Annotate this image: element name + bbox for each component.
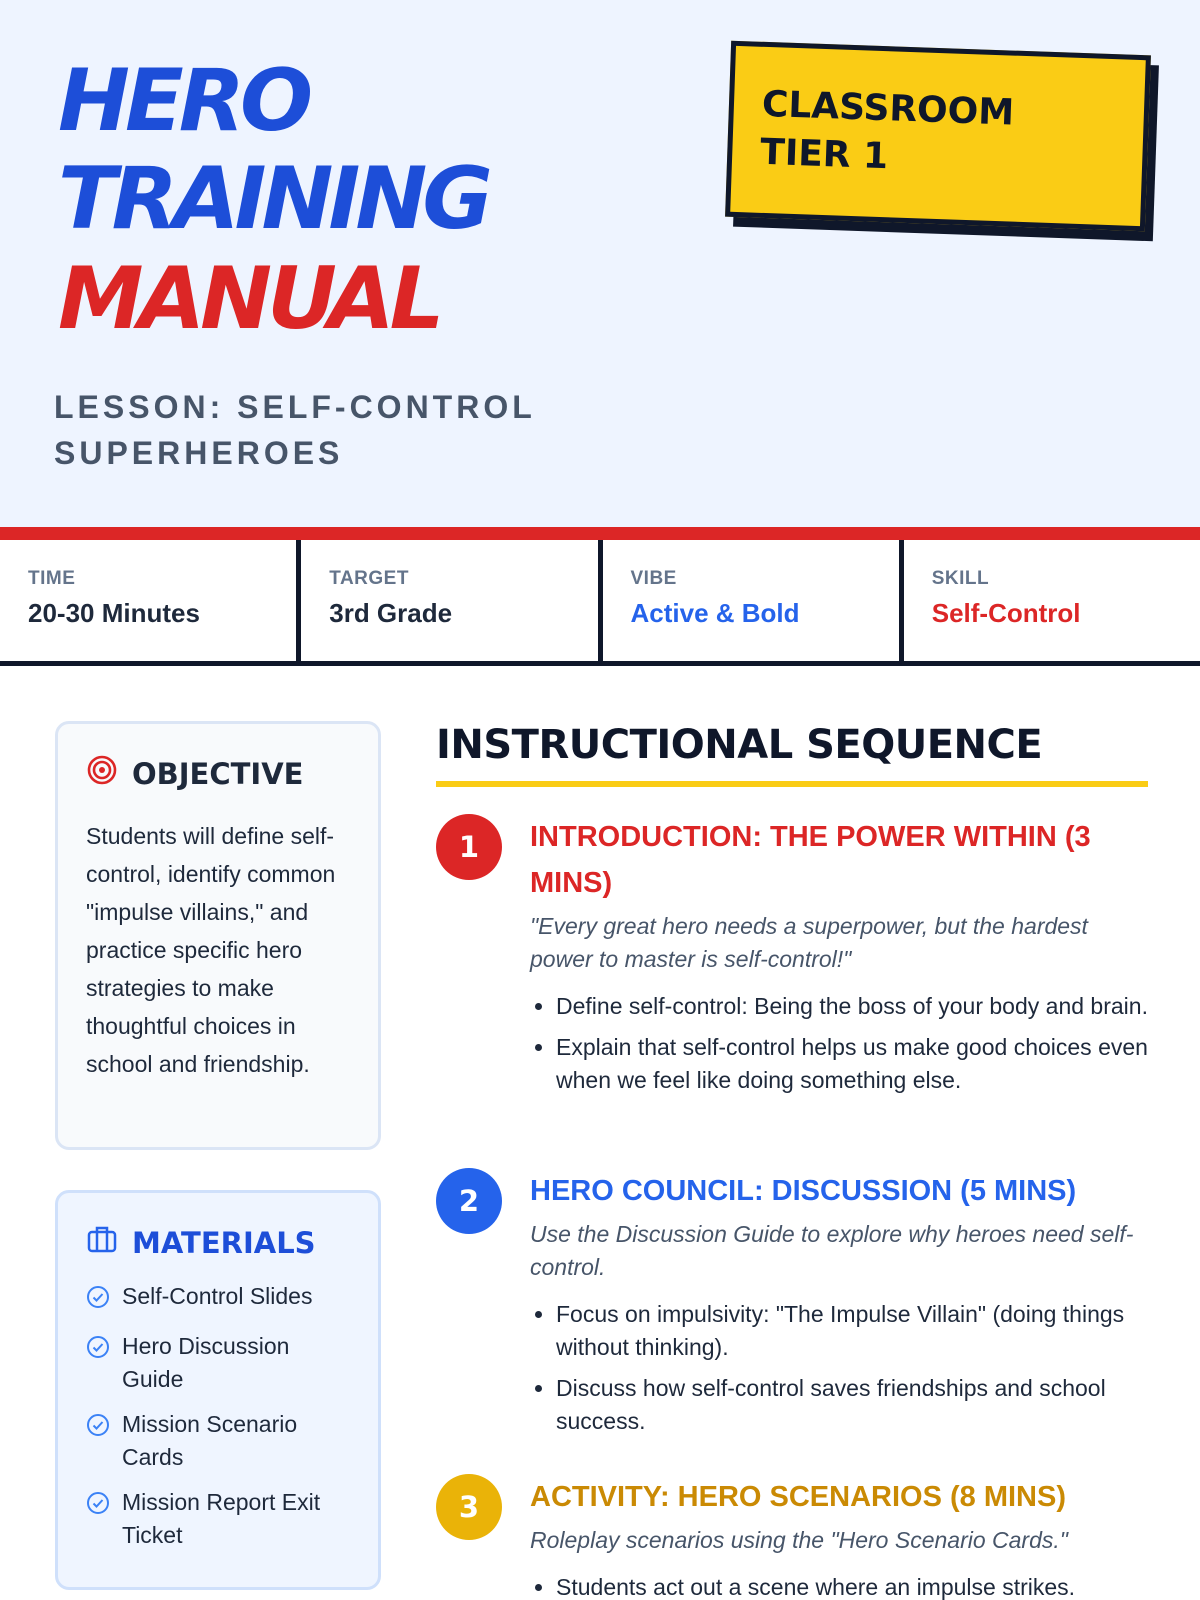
material-item <box>86 1486 356 1552</box>
step-number-badge: 2 <box>436 1168 502 1234</box>
step-bullet: • Discuss how self-control saves friendships and school success. <box>556 1372 1148 1438</box>
stat-label: TIME <box>28 568 76 589</box>
step-quote: Use the Discussion Guide to explore why heroes need self-control. <box>530 1221 1134 1280</box>
material-item <box>86 1280 356 1318</box>
objective-header <box>86 754 378 793</box>
badge-line-2: TIER 1 <box>759 131 889 178</box>
material-label: Self-Control Slides <box>122 1283 313 1309</box>
title-line-3: MANUAL <box>58 249 440 349</box>
stat-value: 20-30 Minutes <box>28 598 200 628</box>
step-quote: Roleplay scenarios using the "Hero Scenario Cards." <box>530 1527 1068 1553</box>
stat-value: Active & Bold <box>630 598 800 628</box>
material-label: Hero Discussion Guide <box>122 1333 290 1392</box>
step-body <box>530 1474 1148 1600</box>
divider-bar <box>0 527 1200 540</box>
materials-header <box>86 1223 378 1262</box>
step-number-badge: 3 <box>436 1474 502 1540</box>
materials-card <box>55 1190 381 1590</box>
step-body <box>530 814 1148 1105</box>
step-bullet: • Students act out a scene where an impulse strikes. <box>556 1571 1148 1600</box>
step-bullets <box>530 990 1148 1097</box>
objective-text: Students will define self-control, identify common "impulse villains," and practice specific hero strategies to make thoughtful choices in school and friendship. <box>86 823 336 1077</box>
material-label: Mission Report Exit Ticket <box>122 1489 321 1548</box>
stats-bar <box>0 540 1200 666</box>
title-line-2: TRAINING <box>58 149 488 249</box>
step-body <box>530 1168 1148 1446</box>
stat-label: TARGET <box>329 568 409 589</box>
stat-label: VIBE <box>630 568 677 589</box>
step-bullet: • Define self-control: Being the boss of your body and brain. <box>556 990 1148 1023</box>
step-bullet: • Explain that self-control helps us make good choices even when we feel like doing something else. <box>556 1031 1148 1097</box>
lesson-subtitle: LESSON: SELF-CONTROL SUPERHEROES <box>54 389 536 471</box>
check-circle-icon <box>86 1413 110 1474</box>
badge-line-1: CLASSROOM <box>761 83 1015 134</box>
stat-skill <box>904 540 1200 661</box>
material-item <box>86 1408 356 1474</box>
stat-value: 3rd Grade <box>329 598 453 628</box>
check-circle-icon <box>86 1285 110 1318</box>
step-title: INTRODUCTION: THE POWER WITHIN (3 MINS) <box>530 821 1091 899</box>
step-bullet: • Focus on impulsivity: "The Impulse Villain" (doing things without thinking). <box>556 1298 1148 1364</box>
step-title: HERO COUNCIL: DISCUSSION (5 MINS) <box>530 1175 1077 1207</box>
step-bullets <box>530 1298 1148 1438</box>
tier-badge <box>725 41 1151 232</box>
title-line-1: HERO <box>58 51 309 151</box>
step-number-badge: 1 <box>436 814 502 880</box>
briefcase-icon <box>86 1223 118 1262</box>
step-title: ACTIVITY: HERO SCENARIOS (8 MINS) <box>530 1481 1066 1513</box>
check-circle-icon <box>86 1491 110 1552</box>
step-quote: "Every great hero needs a superpower, but the hardest power to master is self-control!" <box>530 913 1088 972</box>
materials-title: MATERIALS <box>132 1225 316 1260</box>
step-bullets <box>530 1571 1148 1600</box>
material-label: Mission Scenario Cards <box>122 1411 298 1470</box>
material-item <box>86 1330 356 1396</box>
stat-vibe <box>603 540 904 661</box>
sequence-underline <box>436 781 1148 787</box>
stat-time <box>0 540 301 661</box>
materials-list <box>86 1280 378 1552</box>
sequence-title: INSTRUCTIONAL SEQUENCE <box>436 722 1043 768</box>
objective-card <box>55 721 381 1150</box>
stat-target <box>301 540 602 661</box>
objective-title: OBJECTIVE <box>132 756 304 791</box>
stat-label: SKILL <box>931 568 990 589</box>
check-circle-icon <box>86 1335 110 1396</box>
target-icon <box>86 754 118 793</box>
stat-value: Self-Control <box>931 598 1081 628</box>
